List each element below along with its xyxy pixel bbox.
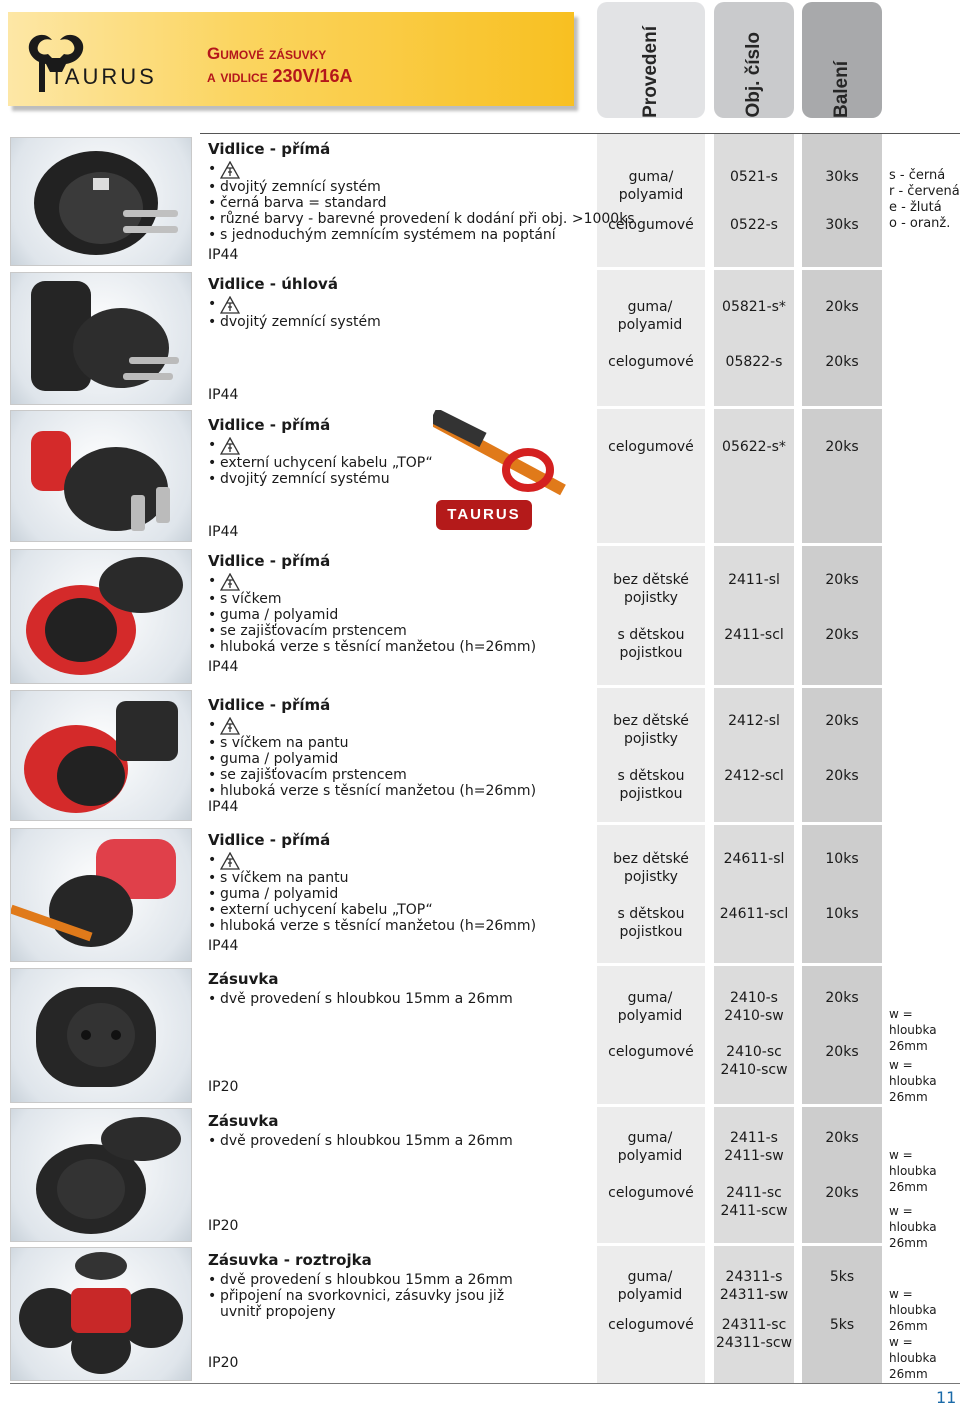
ip-rating: IP44 [208,247,239,263]
ce-mark [208,437,433,455]
ip-rating: IP44 [208,799,239,815]
packaging-qty: 20ks [825,627,859,643]
ip-rating: IP20 [208,1079,239,1095]
provedeni-value: guma/ polyamid [617,1130,683,1164]
row-7-description [208,971,513,1007]
order-number: 05821-s* [722,299,786,315]
ce-mark [208,573,536,591]
packaging-qty: 20ks [825,572,859,588]
provedeni-value: guma/ polyamid [617,990,683,1024]
provedeni-value: bez dětské pojistky [613,851,689,885]
row-divider [200,133,960,134]
row-1-description [208,141,635,263]
provedeni-value: celogumové [608,439,694,455]
bullet: • s víčkem na pantu [208,870,536,886]
row-divider [200,822,960,825]
provedeni-value: guma/ polyamid [617,299,683,333]
row-divider [200,267,960,270]
packaging-qty: 5ks [829,1269,855,1285]
bullet: • guma / polyamid [208,751,536,767]
packaging-qty: 20ks [825,439,859,455]
provedeni-value: celogumové [608,217,694,233]
safety-mark-icon [220,161,240,179]
packaging-qty: 20ks [825,1130,859,1146]
bullet: • se zajišťovacím prstencem [208,623,536,639]
ce-mark [208,717,536,735]
provedeni-value: s dětskou pojistkou [617,627,685,661]
depth-note: w = hloubka 26mm [889,1287,937,1333]
row-title: Vidlice - přímá [208,696,331,714]
order-number: 05822-s [725,354,783,370]
ip-rating: IP20 [208,1355,239,1371]
product-image-socket-top [10,828,192,962]
provedeni-value: guma/ polyamid [617,1269,683,1303]
bullet: • guma / polyamid [208,607,536,623]
ce-mark [208,161,635,179]
bullet: • se zajišťovacím prstencem [208,767,536,783]
order-number: 0521-s [730,169,778,185]
depth-note: w = hloubka 26mm [889,1148,937,1194]
safety-mark-icon [220,717,240,735]
packaging-qty: 20ks [825,1185,859,1201]
column-header-baleni: Balení [802,2,882,118]
bullet: • hluboká verze s těsnící manžetou (h=26mm) [208,918,536,934]
row-divider [200,543,960,546]
ip-rating: IP44 [208,524,239,540]
bullet: • externí uchycení kabelu „TOP“ [208,902,536,918]
bullet: • externí uchycení kabelu „TOP“ [208,455,433,471]
bullet: • s jednoduchým zemnícím systémem na poptání [208,227,635,243]
row-divider [200,685,960,688]
bullet: • dvojitý zemnící systém [208,314,381,330]
row-8-description [208,1113,513,1149]
row-divider [200,406,960,409]
provedeni-value: celogumové [608,1317,694,1333]
ce-mark [208,852,536,870]
row-title: Vidlice - přímá [208,416,331,434]
provedeni-value: s dětskou pojistkou [617,768,685,802]
order-number: 24611-scl [719,906,789,922]
page-title [207,42,353,88]
provedeni-value: guma/ polyamid [618,169,684,203]
ip-rating: IP44 [208,659,239,675]
bullet: • dvojitý zemnící systému [208,471,433,487]
safety-mark-icon [220,296,240,314]
order-number: 05622-s* [722,439,786,455]
packaging-qty: 20ks [825,713,859,729]
packaging-qty: 20ks [825,768,859,784]
bullet: • různé barvy - barevné provedení k dodání při obj. >1000ks [208,211,635,227]
row-title: Vidlice - přímá [208,140,331,158]
product-image-socket-lid [10,549,192,684]
brand-wordmark: TAURUS [50,64,157,89]
footer-line [10,1383,960,1384]
packaging-qty: 20ks [825,1044,859,1060]
product-image-plug-top [10,410,192,542]
product-image-plug-angled [10,272,192,405]
provedeni-value: bez dětské pojistky [613,572,689,606]
row-divider [200,963,960,966]
column-header-obj-cislo: Obj. číslo [714,2,794,118]
ip-rating: IP20 [208,1218,239,1234]
packaging-qty: 10ks [825,851,859,867]
depth-note: w = hloubka 26mm [889,1007,937,1053]
provedeni-value: bez dětské pojistky [613,713,689,747]
provedeni-value: celogumové [608,1044,694,1060]
row-3-description [208,417,433,487]
color-legend: s - černá r - červená e - žlutá o - oranž. [889,168,960,231]
provedeni-value: celogumové [608,354,694,370]
bullet: • hluboká verze s těsnící manžetou (h=26mm) [208,783,536,799]
row-5-description [208,697,536,815]
cable-clamp-image [433,410,573,505]
provedeni-value: celogumové [608,1185,694,1201]
row-divider [200,1104,960,1107]
depth-note: w = hloubka 26mm [889,1335,937,1381]
packaging-qty: 20ks [825,299,859,315]
order-number: 2411-s 2411-sw [724,1130,784,1164]
packaging-qty: 30ks [825,169,859,185]
row-title: Vidlice - přímá [208,552,331,570]
order-number: 2411-sc 2411-scw [720,1185,788,1219]
product-image-socket-lid-black [10,1108,192,1242]
title-line-2: a vidlice 230V/16A [207,66,353,86]
bullet: • s víčkem na pantu [208,735,536,751]
order-number: 2412-scl [724,768,784,784]
bullet: • hluboká verze s těsnící manžetou (h=26mm) [208,639,536,655]
row-6-description [208,832,536,954]
product-image-socket [10,968,192,1103]
row-4-description [208,553,536,675]
order-number: 24611-sl [723,851,785,867]
row-9-description [208,1252,520,1320]
order-number: 2410-s 2410-sw [724,990,784,1024]
safety-mark-icon [220,852,240,870]
bullet: • dvě provedení s hloubkou 15mm a 26mm [208,991,513,1007]
bullet: • s víčkem [208,591,536,607]
ip-rating: IP44 [208,387,239,403]
safety-mark-icon [220,573,240,591]
bullet: • dvě provedení s hloubkou 15mm a 26mm [208,1133,513,1149]
order-number: 24311-sc 24311-scw [715,1317,793,1351]
order-number: 2411-sl [728,572,780,588]
safety-mark-icon [220,437,240,455]
order-number: 2412-sl [728,713,780,729]
depth-note: w = hloubka 26mm [889,1204,937,1250]
product-image-triple-socket [10,1247,192,1381]
order-number: 2411-scl [724,627,784,643]
bullet: • dvě provedení s hloubkou 15mm a 26mm [208,1272,520,1288]
packaging-qty: 20ks [825,354,859,370]
row-title: Vidlice - úhlová [208,275,338,293]
bullet: • dvojitý zemnící systém [208,179,635,195]
bullet: • guma / polyamid [208,886,536,902]
page-number: 11 [936,1388,957,1407]
order-number: 24311-s 24311-sw [719,1269,789,1303]
order-number: 2410-sc 2410-scw [720,1044,788,1078]
row-divider [200,1243,960,1246]
order-number: 0522-s [730,217,778,233]
packaging-qty: 5ks [829,1317,855,1333]
packaging-qty: 10ks [825,906,859,922]
row-title: Zásuvka [208,1112,279,1130]
bullet: • černá barva = standard [208,195,635,211]
product-image-plug-straight [10,137,192,266]
ip-rating: IP44 [208,938,239,954]
packaging-qty: 20ks [825,990,859,1006]
product-image-socket-hinged [10,690,192,821]
depth-note: w = hloubka 26mm [889,1058,937,1104]
row-title: Zásuvka - roztrojka [208,1251,372,1269]
bullet: • připojení na svorkovnici, zásuvky jsou již uvnitř propojeny [208,1288,520,1320]
row-title: Zásuvka [208,970,279,988]
column-header-provedeni: Provedení [597,2,705,118]
title-line-1: Gumové zásuvky [207,44,327,63]
ce-mark [208,296,381,314]
top-logo: TAURUS [436,500,532,530]
provedeni-value: s dětskou pojistkou [617,906,685,940]
packaging-qty: 30ks [825,217,859,233]
row-2-description [208,276,381,330]
row-title: Vidlice - přímá [208,831,331,849]
